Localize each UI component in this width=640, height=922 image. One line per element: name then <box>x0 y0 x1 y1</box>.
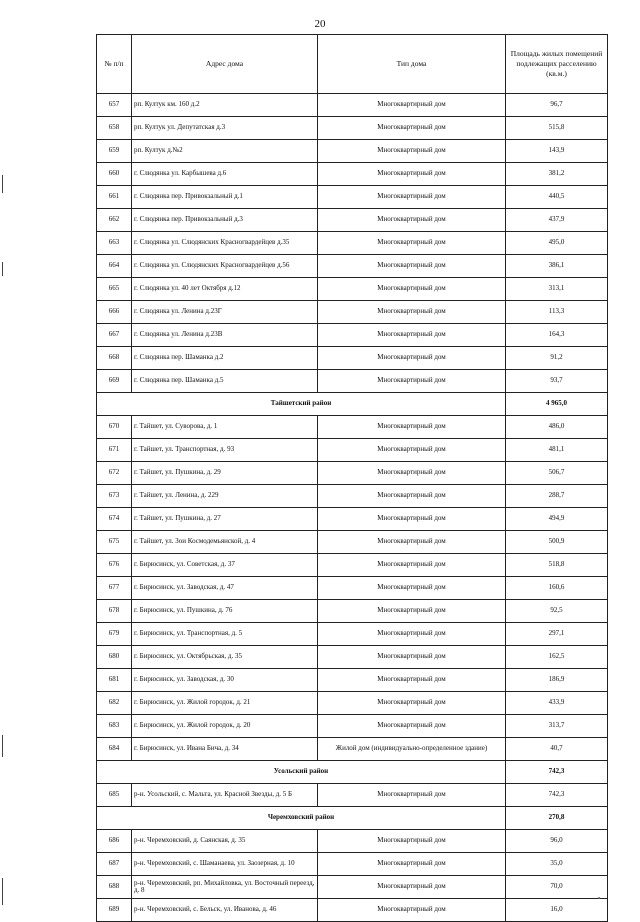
row-area: 742,3 <box>506 784 608 807</box>
row-house-type: Многоквартирный дом <box>318 554 506 577</box>
table-row <box>97 347 608 370</box>
row-number: 680 <box>97 646 132 669</box>
row-area: 495,0 <box>506 232 608 255</box>
row-house-type: Многоквартирный дом <box>318 163 506 186</box>
row-house-type: Многоквартирный дом <box>318 485 506 508</box>
row-house-type: Многоквартирный дом <box>318 830 506 853</box>
row-number: 671 <box>97 439 132 462</box>
district-row <box>97 807 608 830</box>
row-house-type: Многоквартирный дом <box>318 577 506 600</box>
table-row <box>97 117 608 140</box>
scan-speck <box>598 897 600 899</box>
table-row <box>97 301 608 324</box>
row-house-type: Многоквартирный дом <box>318 876 506 899</box>
table-row <box>97 186 608 209</box>
row-house-type: Многоквартирный дом <box>318 209 506 232</box>
row-house-type: Многоквартирный дом <box>318 600 506 623</box>
row-number: 665 <box>97 278 132 301</box>
row-address: г. Слюдянка ул. Карбышева д.6 <box>132 163 318 186</box>
row-house-type: Многоквартирный дом <box>318 715 506 738</box>
row-number: 672 <box>97 462 132 485</box>
row-number: 674 <box>97 508 132 531</box>
district-row <box>97 761 608 784</box>
row-address: г. Бирюсинск, ул. Жилой городок, д. 20 <box>132 715 318 738</box>
row-address: г. Тайшет, ул. Пушкина, д. 27 <box>132 508 318 531</box>
table-row <box>97 692 608 715</box>
row-house-type: Многоквартирный дом <box>318 416 506 439</box>
row-area: 164,3 <box>506 324 608 347</box>
row-number: 667 <box>97 324 132 347</box>
row-house-type: Многоквартирный дом <box>318 324 506 347</box>
row-house-type: Многоквартирный дом <box>318 140 506 163</box>
district-total-area: 270,8 <box>506 807 608 830</box>
table-row <box>97 94 608 117</box>
row-address: г. Бирюсинск, ул. Заводская, д. 30 <box>132 669 318 692</box>
table-row <box>97 439 608 462</box>
row-house-type: Многоквартирный дом <box>318 232 506 255</box>
row-area: 70,0 <box>506 876 608 899</box>
district-row <box>97 393 608 416</box>
row-number: 664 <box>97 255 132 278</box>
row-house-type: Многоквартирный дом <box>318 623 506 646</box>
row-number: 666 <box>97 301 132 324</box>
table-row <box>97 899 608 922</box>
row-address: г. Слюдянка пер. Шаманка д.5 <box>132 370 318 393</box>
row-house-type: Многоквартирный дом <box>318 508 506 531</box>
table-row <box>97 278 608 301</box>
row-house-type: Многоквартирный дом <box>318 899 506 922</box>
row-house-type: Многоквартирный дом <box>318 278 506 301</box>
row-area: 386,1 <box>506 255 608 278</box>
row-house-type: Многоквартирный дом <box>318 531 506 554</box>
row-area: 297,1 <box>506 623 608 646</box>
row-address: г. Бирюсинск, ул. Заводская, д. 47 <box>132 577 318 600</box>
header-type: Тип дома <box>318 35 506 94</box>
row-address: г. Тайшет, ул. Ленина, д. 229 <box>132 485 318 508</box>
row-area: 16,0 <box>506 899 608 922</box>
row-address: г. Слюдянка пер. Привокзальный д.3 <box>132 209 318 232</box>
row-number: 689 <box>97 899 132 922</box>
margin-mark <box>2 175 3 193</box>
row-area: 40,7 <box>506 738 608 761</box>
row-house-type: Многоквартирный дом <box>318 347 506 370</box>
row-address: г. Слюдянка ул. Ленина д.23В <box>132 324 318 347</box>
row-address: г. Тайшет, ул. Суворова, д. 1 <box>132 416 318 439</box>
row-address: р-н. Черемховский, рп. Михайловка, ул. Восточный переезд, д. 8 <box>132 876 318 899</box>
row-house-type: Многоквартирный дом <box>318 117 506 140</box>
table-row <box>97 876 608 899</box>
row-house-type: Многоквартирный дом <box>318 94 506 117</box>
row-house-type: Многоквартирный дом <box>318 784 506 807</box>
header-num: № п/п <box>97 35 132 94</box>
row-area: 93,7 <box>506 370 608 393</box>
margin-mark <box>2 735 3 757</box>
table-row <box>97 324 608 347</box>
row-address: р-н. Черемховский, с. Бельск, ул. Иванова, д. 46 <box>132 899 318 922</box>
table-body <box>97 94 608 922</box>
row-number: 658 <box>97 117 132 140</box>
table-row <box>97 738 608 761</box>
row-number: 668 <box>97 347 132 370</box>
row-number: 662 <box>97 209 132 232</box>
row-address: г. Бирюсинск, ул. Ивана Бича, д. 34 <box>132 738 318 761</box>
row-address: г. Слюдянка ул. 40 лет Октября д.12 <box>132 278 318 301</box>
row-address: рп. Култук д.№2 <box>132 140 318 163</box>
table-row <box>97 784 608 807</box>
row-address: г. Тайшет, ул. Зои Космодемьянской, д. 4 <box>132 531 318 554</box>
table-row <box>97 508 608 531</box>
row-number: 657 <box>97 94 132 117</box>
row-area: 481,1 <box>506 439 608 462</box>
table-row <box>97 715 608 738</box>
row-address: г. Слюдянка ул. Ленина д.23Г <box>132 301 318 324</box>
row-area: 162,5 <box>506 646 608 669</box>
row-address: г. Тайшет, ул. Пушкина, д. 29 <box>132 462 318 485</box>
row-house-type: Многоквартирный дом <box>318 439 506 462</box>
row-area: 160,6 <box>506 577 608 600</box>
table-row <box>97 462 608 485</box>
row-area: 313,7 <box>506 715 608 738</box>
table-row <box>97 830 608 853</box>
row-number: 684 <box>97 738 132 761</box>
row-house-type: Жилой дом (индивидуально-определенное здание) <box>318 738 506 761</box>
table-row <box>97 554 608 577</box>
table-row <box>97 232 608 255</box>
row-house-type: Многоквартирный дом <box>318 370 506 393</box>
row-number: 659 <box>97 140 132 163</box>
row-number: 678 <box>97 600 132 623</box>
district-name: Черемховский район <box>97 807 506 830</box>
row-address: г. Тайшет, ул. Транспортная, д. 93 <box>132 439 318 462</box>
row-number: 663 <box>97 232 132 255</box>
row-address: р-н. Черемховский, с. Шаманаева, ул. Заозерная, д. 10 <box>132 853 318 876</box>
row-area: 515,8 <box>506 117 608 140</box>
row-number: 677 <box>97 577 132 600</box>
margin-mark <box>2 262 3 276</box>
row-address: р-н. Черемховский, д. Саянская, д. 35 <box>132 830 318 853</box>
header-address: Адрес дома <box>132 35 318 94</box>
row-number: 687 <box>97 853 132 876</box>
table-row <box>97 669 608 692</box>
row-area: 437,9 <box>506 209 608 232</box>
row-address: г. Слюдянка пер. Привокзальный д.1 <box>132 186 318 209</box>
row-address: г. Бирюсинск, ул. Транспортная, д. 5 <box>132 623 318 646</box>
row-number: 673 <box>97 485 132 508</box>
row-address: г. Бирюсинск, ул. Октябрьская, д. 35 <box>132 646 318 669</box>
row-area: 113,3 <box>506 301 608 324</box>
housing-table <box>96 34 608 922</box>
row-number: 683 <box>97 715 132 738</box>
row-address: г. Бирюсинск, ул. Советская, д. 37 <box>132 554 318 577</box>
row-address: г. Бирюсинск, ул. Жилой городок, д. 21 <box>132 692 318 715</box>
table-header-row <box>97 35 608 94</box>
row-number: 669 <box>97 370 132 393</box>
row-number: 686 <box>97 830 132 853</box>
margin-mark <box>2 878 3 905</box>
row-address: г. Бирюсинск, ул. Пушкина, д. 76 <box>132 600 318 623</box>
row-house-type: Многоквартирный дом <box>318 255 506 278</box>
row-area: 35,0 <box>506 853 608 876</box>
row-area: 381,2 <box>506 163 608 186</box>
row-number: 681 <box>97 669 132 692</box>
table-row <box>97 255 608 278</box>
header-area: Площадь жилых помещений подлежащих расселению (кв.м.) <box>506 35 608 94</box>
row-area: 518,8 <box>506 554 608 577</box>
table-row <box>97 577 608 600</box>
table-row <box>97 600 608 623</box>
district-name: Тайшетский район <box>97 393 506 416</box>
table-row <box>97 140 608 163</box>
row-number: 660 <box>97 163 132 186</box>
row-address: рп. Култук ул. Депутатская д.3 <box>132 117 318 140</box>
row-number: 675 <box>97 531 132 554</box>
row-area: 486,0 <box>506 416 608 439</box>
row-area: 440,5 <box>506 186 608 209</box>
row-address: г. Слюдянка ул. Слюдянских Красногвардейцев д.56 <box>132 255 318 278</box>
row-address: г. Слюдянка пер. Шаманка д.2 <box>132 347 318 370</box>
row-address: г. Слюдянка ул. Слюдянских Красногвардейцев д.35 <box>132 232 318 255</box>
row-house-type: Многоквартирный дом <box>318 186 506 209</box>
row-area: 96,0 <box>506 830 608 853</box>
row-area: 494,9 <box>506 508 608 531</box>
row-area: 186,9 <box>506 669 608 692</box>
row-address: р-н. Усольский, с. Мальта, ул. Красной Звезды, д. 5 Б <box>132 784 318 807</box>
row-house-type: Многоквартирный дом <box>318 853 506 876</box>
row-number: 670 <box>97 416 132 439</box>
row-area: 500,9 <box>506 531 608 554</box>
row-area: 91,2 <box>506 347 608 370</box>
row-area: 506,7 <box>506 462 608 485</box>
row-house-type: Многоквартирный дом <box>318 692 506 715</box>
row-house-type: Многоквартирный дом <box>318 462 506 485</box>
table-row <box>97 531 608 554</box>
row-area: 313,1 <box>506 278 608 301</box>
row-house-type: Многоквартирный дом <box>318 301 506 324</box>
district-name: Усольский район <box>97 761 506 784</box>
row-address: рп. Култук км. 160 д.2 <box>132 94 318 117</box>
table-row <box>97 485 608 508</box>
row-area: 288,7 <box>506 485 608 508</box>
row-house-type: Многоквартирный дом <box>318 646 506 669</box>
row-house-type: Многоквартирный дом <box>318 669 506 692</box>
table-row <box>97 370 608 393</box>
row-area: 92,5 <box>506 600 608 623</box>
row-area: 96,7 <box>506 94 608 117</box>
row-number: 682 <box>97 692 132 715</box>
row-number: 676 <box>97 554 132 577</box>
row-area: 433,9 <box>506 692 608 715</box>
table-row <box>97 623 608 646</box>
table-row <box>97 646 608 669</box>
table-row <box>97 209 608 232</box>
row-number: 685 <box>97 784 132 807</box>
row-number: 688 <box>97 876 132 899</box>
table-row <box>97 163 608 186</box>
page-number: 20 <box>314 18 326 30</box>
row-number: 679 <box>97 623 132 646</box>
district-total-area: 742,3 <box>506 761 608 784</box>
table-row <box>97 416 608 439</box>
district-total-area: 4 965,0 <box>506 393 608 416</box>
table-row <box>97 853 608 876</box>
row-number: 661 <box>97 186 132 209</box>
row-area: 143,9 <box>506 140 608 163</box>
